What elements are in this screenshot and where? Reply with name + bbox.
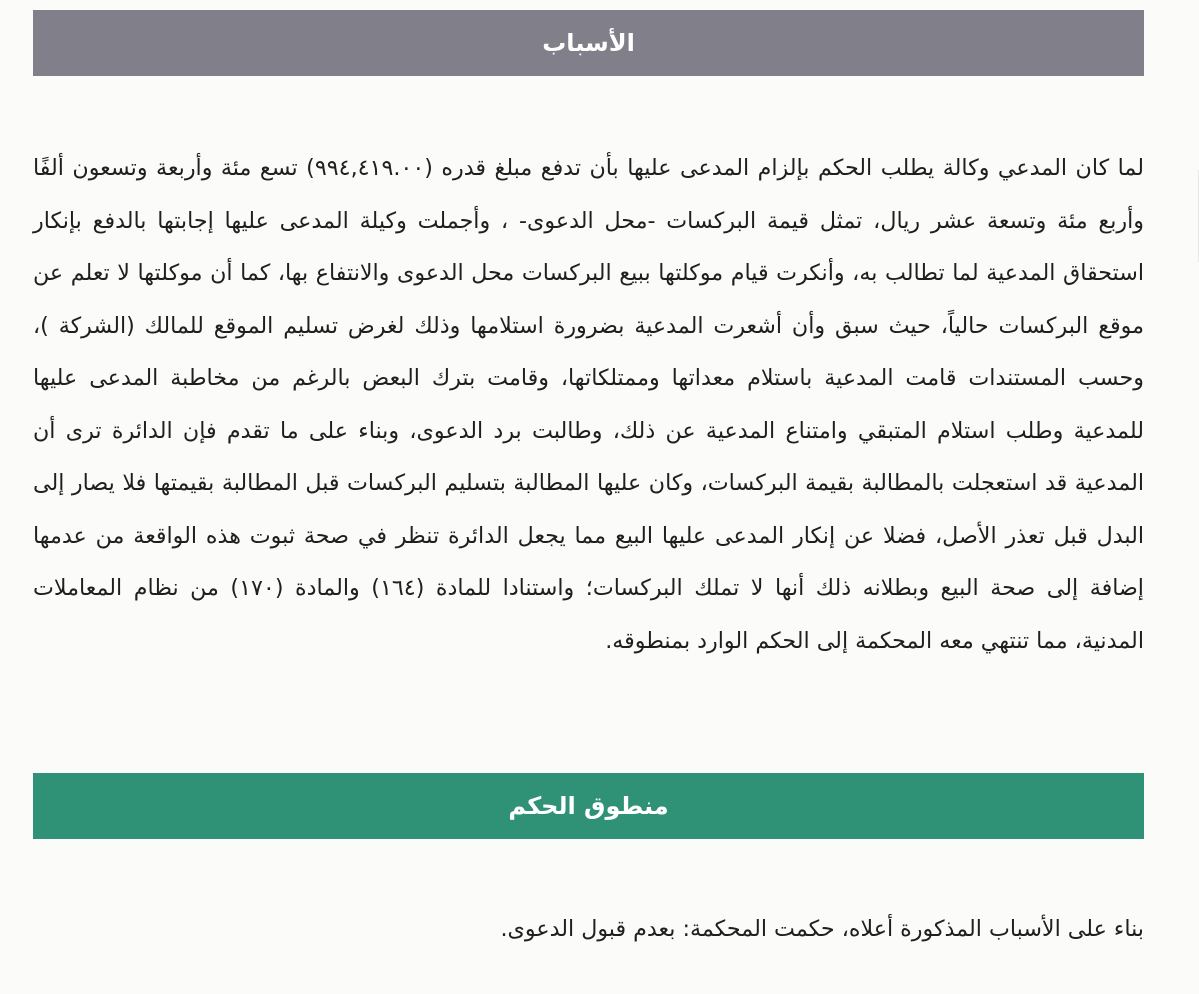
reasons-section-header: [33, 10, 1144, 76]
verdict-section-header: [33, 773, 1144, 839]
page-edge-mark: [1174, 170, 1199, 262]
reasons-body: [33, 142, 1144, 667]
verdict-heading: منطوق الحكم: [508, 792, 669, 820]
reasons-paragraph: لما كان المدعي وكالة يطلب الحكم بإلزام المدعى عليها بأن تدفع مبلغ قدره (٩٩٤,٤١٩.٠٠) تسع مئة وأربعة وتسعون ألفًا وأربع مئة وتسعة عشر ريال، تمثل قيمة البركسات -محل الدعوى- ، وأجملت وكيلة المدعى عليها إجابتها بالدفع بإنكار استحقاق المدعية لما تطالب به، وأنكرت قيام موكلتها ببيع البركسات محل الدعوى والانتفاع بها، كما أن موكلتها لا تعلم عن موقع البركسات حالياً، حيث سبق وأن أشعرت المدعية بضرورة استلامها وذلك لغرض تسليم الموقع للمالك (الشركة )، وحسب المستندات قامت المدعية باستلام معداتها وممتلكاتها، وقامت بترك البعض بالرغم من مخاطبة المدعى عليها للمدعية وطلب استلام المتبقي وامتناع المدعية عن ذلك، وطالبت برد الدعوى، وبناء على ما تقدم فإن الدائرة ترى أن المدعية قد استعجلت بالمطالبة بقيمة البركسات، وكان عليها المطالبة بتسليم البركسات قبل المطالبة بقيمتها فلا يصار إلى البدل قبل تعذر الأصل، فضلا عن إنكار المدعى عليها البيع مما يجعل الدائرة تنظر في صحة ثبوت هذه الواقعة من عدمها إضافة إلى صحة البيع وبطلانه ذلك أنها لا تملك البركسات؛ واستنادا للمادة (١٦٤) والمادة (١٧٠) من نظام المعاملات المدنية، مما تنتهي معه المحكمة إلى الحكم الوارد بمنطوقه.: [33, 155, 1145, 654]
verdict-body: [33, 907, 1144, 951]
reasons-heading: الأسباب: [542, 29, 635, 57]
verdict-paragraph: بناء على الأسباب المذكورة أعلاه، حكمت المحكمة: بعدم قبول الدعوى.: [500, 916, 1144, 942]
